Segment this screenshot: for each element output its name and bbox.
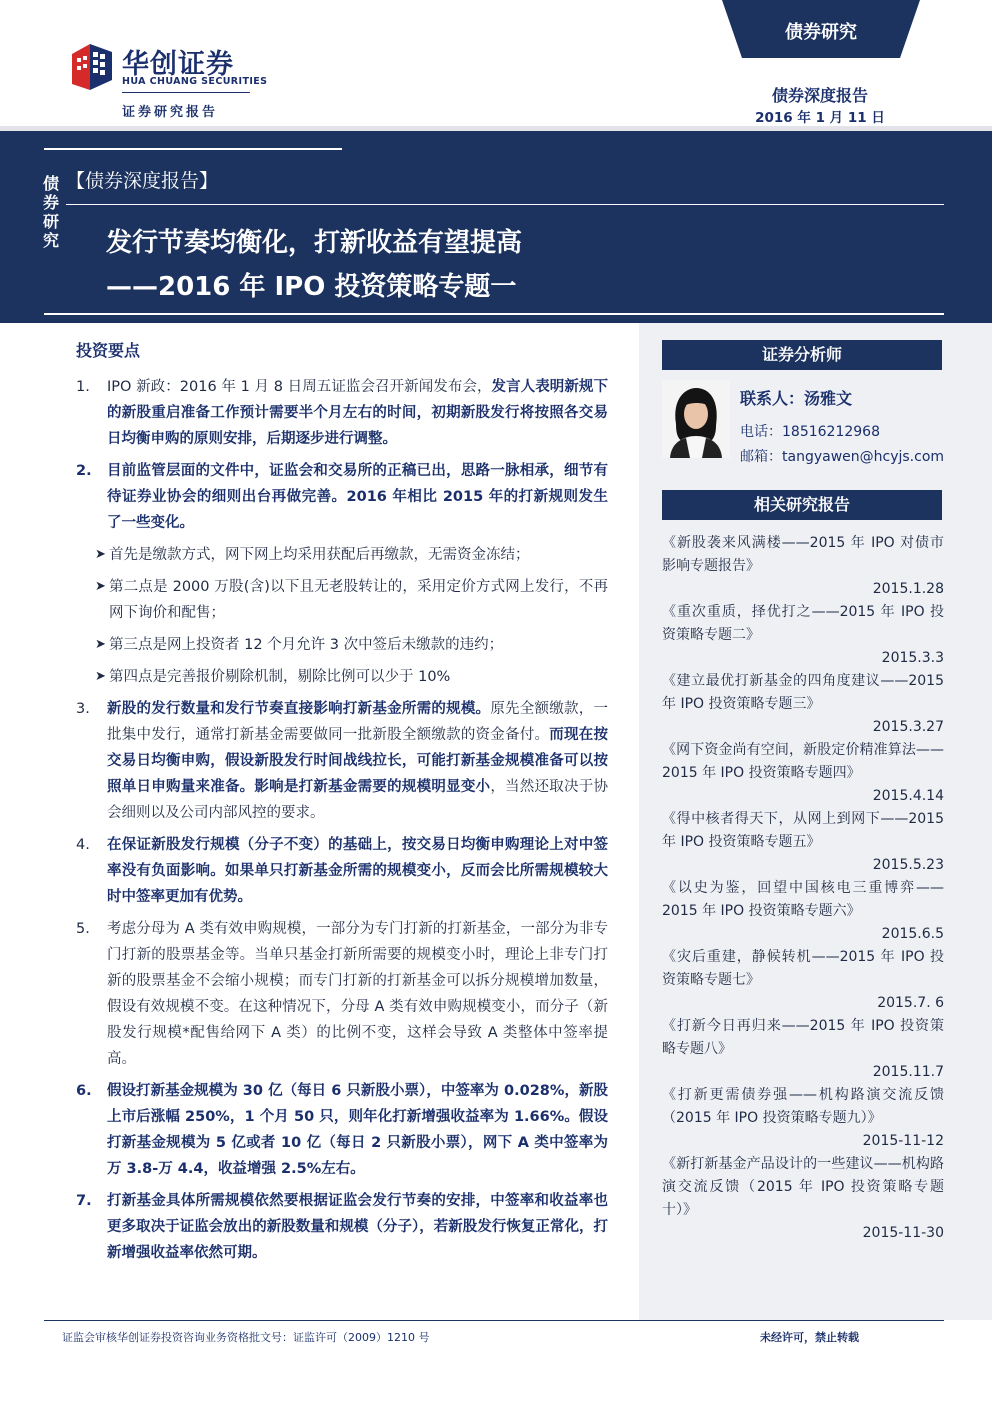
- related-report-item[interactable]: [662, 1084, 944, 1153]
- point-text-part: IPO 新政：2016 年 1 月 8 日周五证监会召开新闻发布会，: [107, 379, 492, 395]
- report-category-label: 证券研究报告: [122, 105, 219, 120]
- footer-license: 证监会审核华创证券投资咨询业务资格批文号：证监许可（2009）1210 号: [62, 1331, 430, 1344]
- point-number: 7.: [76, 1193, 92, 1209]
- related-report-date: 2015.5.23: [872, 857, 944, 873]
- related-report-date: 2015.3.27: [872, 719, 944, 735]
- sub-point-text: 第四点是完善报价剔除机制，剔除比例可以少于 10%: [109, 669, 451, 685]
- banner-rule-bottom: [44, 313, 944, 315]
- point-text: [107, 374, 608, 452]
- point-text-part: 原先全额缴款，一批集中发行，通常打新基金需要做同一批新股全额缴款的资金备付。: [107, 701, 609, 743]
- point-number: 3.: [76, 701, 90, 717]
- arrow-bullet-icon: ➤: [95, 579, 106, 594]
- sub-point: [95, 664, 608, 690]
- report-date: 2016 年 1 月 11 日: [755, 110, 885, 126]
- point-number: 1.: [76, 379, 90, 395]
- footer-copyright: 未经许可，禁止转载: [760, 1331, 859, 1344]
- banner-rule-middle: [66, 204, 944, 205]
- related-report-item[interactable]: [662, 1015, 944, 1084]
- arrow-bullet-icon: ➤: [95, 669, 106, 684]
- banner-rule-top: [44, 148, 342, 150]
- related-report-item[interactable]: [662, 946, 944, 1015]
- related-reports-list: [662, 532, 944, 1245]
- related-report-date: 2015.3.3: [881, 650, 944, 666]
- sub-point: [95, 574, 608, 626]
- point-text-part-bold: 而现在按交易日均衡申购，假设新股发行时间战线拉长，可能打新基金规模准备可以按照单日申购量来准备。影响是打新基金需要的规模明显变小: [107, 727, 609, 795]
- analyst-avatar: [662, 380, 730, 458]
- sub-point-text: 第二点是 2000 万股(含)以下且无老股转让的，采用定价方式网上发行，不再网下询价和配售；: [109, 579, 608, 621]
- related-report-item[interactable]: [662, 1153, 944, 1245]
- point-number: 4.: [76, 837, 90, 853]
- sub-point-text: 首先是缴款方式，网下网上均采用获配后再缴款，无需资金冻结；: [109, 547, 530, 563]
- related-report-date: 2015.1.28: [872, 581, 944, 597]
- related-report-title: 《新股袭来风满楼——2015 年 IPO 对债市影响专题报告》: [662, 535, 944, 574]
- related-report-item[interactable]: [662, 739, 944, 808]
- related-report-date: 2015.6.5: [881, 926, 944, 942]
- footer-divider: [44, 1320, 944, 1321]
- key-point: [76, 458, 608, 536]
- key-point: [76, 1188, 608, 1266]
- point-text-part-bold: 新股的发行数量和发行节奏直接影响打新基金所需的规模。: [107, 701, 491, 717]
- related-report-title: 《灾后重建，静候转机——2015 年 IPO 投资策略专题七》: [662, 949, 944, 988]
- sub-point-text: 第三点是网上投资者 12 个月允许 3 次中签后未缴款的违约；: [109, 637, 504, 653]
- point-number: 6.: [76, 1083, 92, 1099]
- analyst-header: 证券分析师: [662, 340, 942, 370]
- point-text: 在保证新股发行规模（分子不变）的基础上，按交易日均衡申购理论上对中签率没有负面影响。如果单只打新基金所需的规模变小，反而会比所需规模较大时中签率更加有优势。: [107, 837, 608, 905]
- point-number: 2.: [76, 463, 92, 479]
- sub-point: [95, 632, 608, 658]
- key-point: [76, 832, 608, 910]
- analyst-email[interactable]: 邮箱：tangyawen@hcyjs.com: [740, 449, 945, 465]
- point-text: [107, 696, 608, 826]
- arrow-bullet-icon: ➤: [95, 547, 106, 562]
- point-number: 5.: [76, 921, 90, 937]
- related-report-item[interactable]: [662, 808, 944, 877]
- related-report-title: 《得中核者得天下，从网上到网下——2015 年 IPO 投资策略专题五》: [662, 811, 944, 850]
- key-point: [76, 1078, 608, 1182]
- logo-icon: [66, 44, 116, 90]
- key-point: [76, 696, 608, 826]
- analyst-phone: 电话：18516212968: [740, 424, 880, 440]
- related-report-title: 《以史为鉴，回望中国核电三重博弈——2015 年 IPO 投资策略专题六》: [662, 880, 944, 919]
- related-report-title: 《新打新基金产品设计的一些建议——机构路演交流反馈（2015 年 IPO 投资策略专题十）》: [662, 1156, 944, 1218]
- related-report-date: 2015.11.7: [872, 1064, 944, 1080]
- report-subtitle: ——2016 年 IPO 投资策略专题一: [106, 272, 517, 302]
- category-tab-label: 债券研究: [785, 22, 857, 43]
- related-report-title: 《网下资金尚有空间，新股定价精准算法——2015 年 IPO 投资策略专题四》: [662, 742, 944, 781]
- report-type: 债券深度报告: [771, 86, 868, 105]
- related-report-title: 《打新今日再归来——2015 年 IPO 投资策略专题八》: [662, 1018, 944, 1057]
- key-point: [76, 916, 608, 1072]
- related-report-item[interactable]: [662, 532, 944, 601]
- related-reports-header: 相关研究报告: [662, 490, 942, 520]
- related-report-item[interactable]: [662, 877, 944, 946]
- related-report-title: 《建立最优打新基金的四角度建议——2015 年 IPO 投资策略专题三》: [662, 673, 944, 712]
- point-text: 目前监管层面的文件中，证监会和交易所的正稿已出，思路一脉相承，细节有待证券业协会的细则出台再做完善。2016 年相比 2015 年的打新规则发生了一些变化。: [107, 463, 608, 531]
- key-points: [76, 374, 608, 1272]
- related-report-title: 《重次重质，择优打之——2015 年 IPO 投资策略专题二》: [662, 604, 944, 643]
- arrow-bullet-icon: ➤: [95, 637, 106, 652]
- related-report-item[interactable]: [662, 601, 944, 670]
- point-text-part: ，当然还取决于协会细则以及公司内部风控的要求。: [107, 779, 609, 821]
- related-report-title: 《打新更需债券强——机构路演交流反馈（2015 年 IPO 投资策略专题九）》: [662, 1087, 944, 1126]
- company-name-cn: 华创证券: [122, 49, 234, 80]
- company-name-en: HUA CHUANG SECURITIES: [122, 76, 268, 87]
- logo-divider: [122, 92, 250, 93]
- key-point: [76, 374, 608, 452]
- related-report-date: 2015-11-12: [862, 1133, 944, 1149]
- point-text-part-bold: 发言人表明新规下的新股重启准备工作预计需要半个月左右的时间，初期新股发行将按照各交易日均衡申购的原则安排，后期逐步进行调整。: [107, 379, 608, 447]
- related-report-item[interactable]: [662, 670, 944, 739]
- point-text: 打新基金具体所需规模依然要根据证监会发行节奏的安排，中签率和收益率也更多取决于证监会放出的新股数量和规模（分子），若新股发行恢复正常化，打新增强收益率依然可期。: [107, 1193, 608, 1261]
- point-text: 考虑分母为 A 类有效申购规模，一部分为专门打新的打新基金，一部分为非专门打新的股票基金等。当单只基金打新所需要的规模变小时，理论上非专门打新的股票基金不会缩小规模；而专门打新的打新基金可以拆分规模增加数量，假设有效规模不变。在这种情况下，分母 A 类有效申购规模变小，而分子（新股发行规模*配售给网下 A 类）的比例不变，这样会导致 A 类整体中签率提高。: [107, 921, 608, 1067]
- point-text: 假设打新基金规模为 30 亿（每日 6 只新股小票），中签率为 0.028%，新股上市后涨幅 250%，1 个月 50 只，则年化打新增强收益率为 1.66%。假设打新基金规模为 5 亿或者 10 亿（每日 2 只新股小票），网下 A 类中签率为万 3.8-万 4.4，收益增强 2.5%左右。: [107, 1083, 608, 1177]
- related-report-date: 2015.4.14: [872, 788, 944, 804]
- sub-point: [95, 542, 608, 568]
- banner-tag: 【债券深度报告】: [66, 170, 219, 192]
- report-title: 发行节奏均衡化，打新收益有望提高: [106, 228, 523, 258]
- analyst-name: 联系人：汤雅文: [740, 389, 853, 408]
- related-report-date: 2015.7. 6: [877, 995, 944, 1011]
- related-report-date: 2015-11-30: [862, 1225, 944, 1241]
- banner-vertical-label: 债券研究: [42, 174, 59, 250]
- section-title: 投资要点: [76, 341, 141, 360]
